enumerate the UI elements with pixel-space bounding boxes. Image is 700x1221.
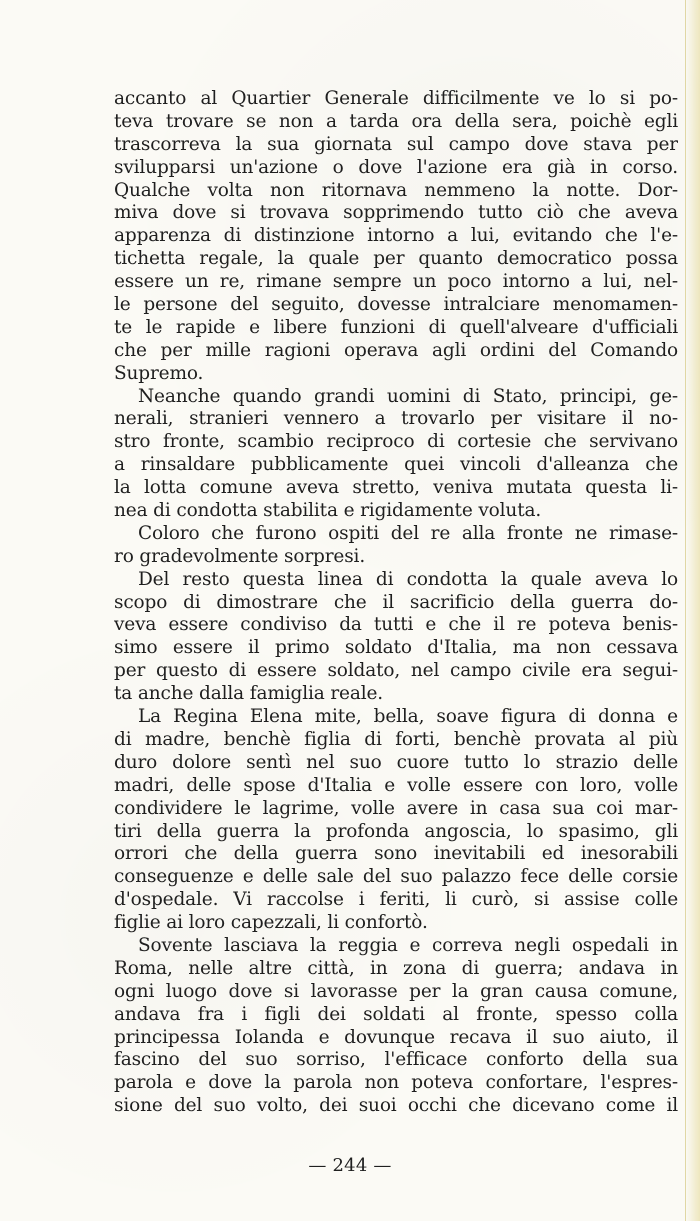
text-line: nerali, stranieri vennero a trovarlo per visitare il no-	[114, 408, 678, 430]
text-line: Neanche quando grandi uomini di Stato, principi, ge-	[138, 385, 678, 407]
text-line: figlie ai loro capezzali, li confortò.	[114, 912, 428, 934]
text-line: principessa Iolanda e dovunque recava il suo aiuto, il	[114, 1026, 678, 1048]
text-line: Coloro che furono ospiti del re alla fronte ne rimase-	[138, 522, 678, 544]
text-line: sione del suo volto, dei suoi occhi che dicevano come il	[114, 1095, 678, 1117]
text-line: fascino del suo sorriso, l'efficace conforto della sua	[114, 1049, 678, 1071]
text-line: essere un re, rimane sempre un poco intorno a lui, nel-	[114, 271, 678, 293]
text-line: stro fronte, scambio reciproco di cortesie che servivano	[114, 431, 678, 453]
text-line: duro dolore sentì nel suo cuore tutto lo strazio delle	[114, 751, 678, 773]
text-line: madri, delle spose d'Italia e volle essere con loro, volle	[114, 774, 678, 796]
text-line: condividere le lagrime, volle avere in casa sua coi mar-	[114, 797, 678, 819]
text-line: ta anche dalla famiglia reale.	[114, 683, 383, 705]
text-line: ogni luogo dove si lavorasse per la gran causa comune,	[114, 980, 678, 1002]
text-line: tiri della guerra la profonda angoscia, lo spasimo, gli	[114, 820, 678, 842]
text-line: veva essere condiviso da tutti e che il re poteva benis-	[114, 614, 678, 636]
text-line: te le rapide e libere funzioni di quell'alveare d'ufficiali	[114, 316, 678, 338]
text-line: le persone del seguito, dovesse intralciare menomamen-	[114, 294, 678, 316]
text-line: nea di condotta stabilita e rigidamente voluta.	[114, 500, 542, 522]
text-line: a rinsaldare pubblicamente quei vincoli d'alleanza che	[114, 454, 678, 476]
text-line: accanto al Quartier Generale difficilmente ve lo si po-	[114, 88, 678, 109]
text-line: per questo di essere soldato, nel campo civile era segui-	[114, 660, 678, 682]
text-line: Del resto questa linea di condotta la quale aveva lo	[138, 568, 678, 590]
text-line: miva dove si trovava sopprimendo tutto ciò che aveva	[114, 202, 678, 224]
text-line: trascorreva la sua giornata sul campo dove stava per	[114, 133, 678, 155]
text-line: Roma, nelle altre città, in zona di guerra; andava in	[114, 957, 678, 979]
text-line: d'ospedale. Vi raccolse i feriti, li curò, si assise colle	[114, 889, 678, 911]
text-line: teva trovare se non a tarda ora della sera, poichè egli	[114, 110, 678, 132]
text-line: Supremo.	[114, 362, 204, 384]
text-line: tichetta regale, la quale per quanto democratico possa	[114, 248, 678, 270]
text-line: La Regina Elena mite, bella, soave figura di donna e	[138, 706, 678, 728]
text-line: andava fra i figli dei soldati al fronte, spesso colla	[114, 1003, 678, 1025]
text-line: di madre, benchè figlia di forti, benchè provata al più	[114, 728, 678, 750]
text-line: Qualche volta non ritornava nemmeno la notte. Dor-	[114, 179, 678, 201]
text-line: Sovente lasciava la reggia e correva negli ospedali in	[138, 934, 678, 956]
text-line: conseguenze e delle sale del suo palazzo fece delle corsie	[114, 866, 678, 888]
text-line: orrori che della guerra sono inevitabili ed inesorabili	[114, 843, 678, 865]
text-line: che per mille ragioni operava agli ordini del Comando	[114, 339, 678, 361]
text-line: simo essere il primo soldato d'Italia, ma non cessava	[114, 637, 678, 659]
text-line: scopo di dimostrare che il sacrificio della guerra do-	[114, 591, 678, 613]
page-number: — 244 —	[308, 1155, 392, 1176]
text-line: apparenza di distinzione intorno a lui, evitando che l'e-	[114, 225, 678, 247]
text-line: la lotta comune aveva stretto, veniva mutata questa li-	[114, 477, 678, 499]
body-text	[114, 88, 678, 1144]
text-line: svilupparsi un'azione o dove l'azione era già in corso.	[114, 156, 678, 178]
text-line: ro gradevolmente sorpresi.	[114, 545, 366, 567]
page-edge	[685, 0, 700, 1221]
text-line: parola e dove la parola non poteva confortare, l'espres-	[114, 1072, 678, 1094]
